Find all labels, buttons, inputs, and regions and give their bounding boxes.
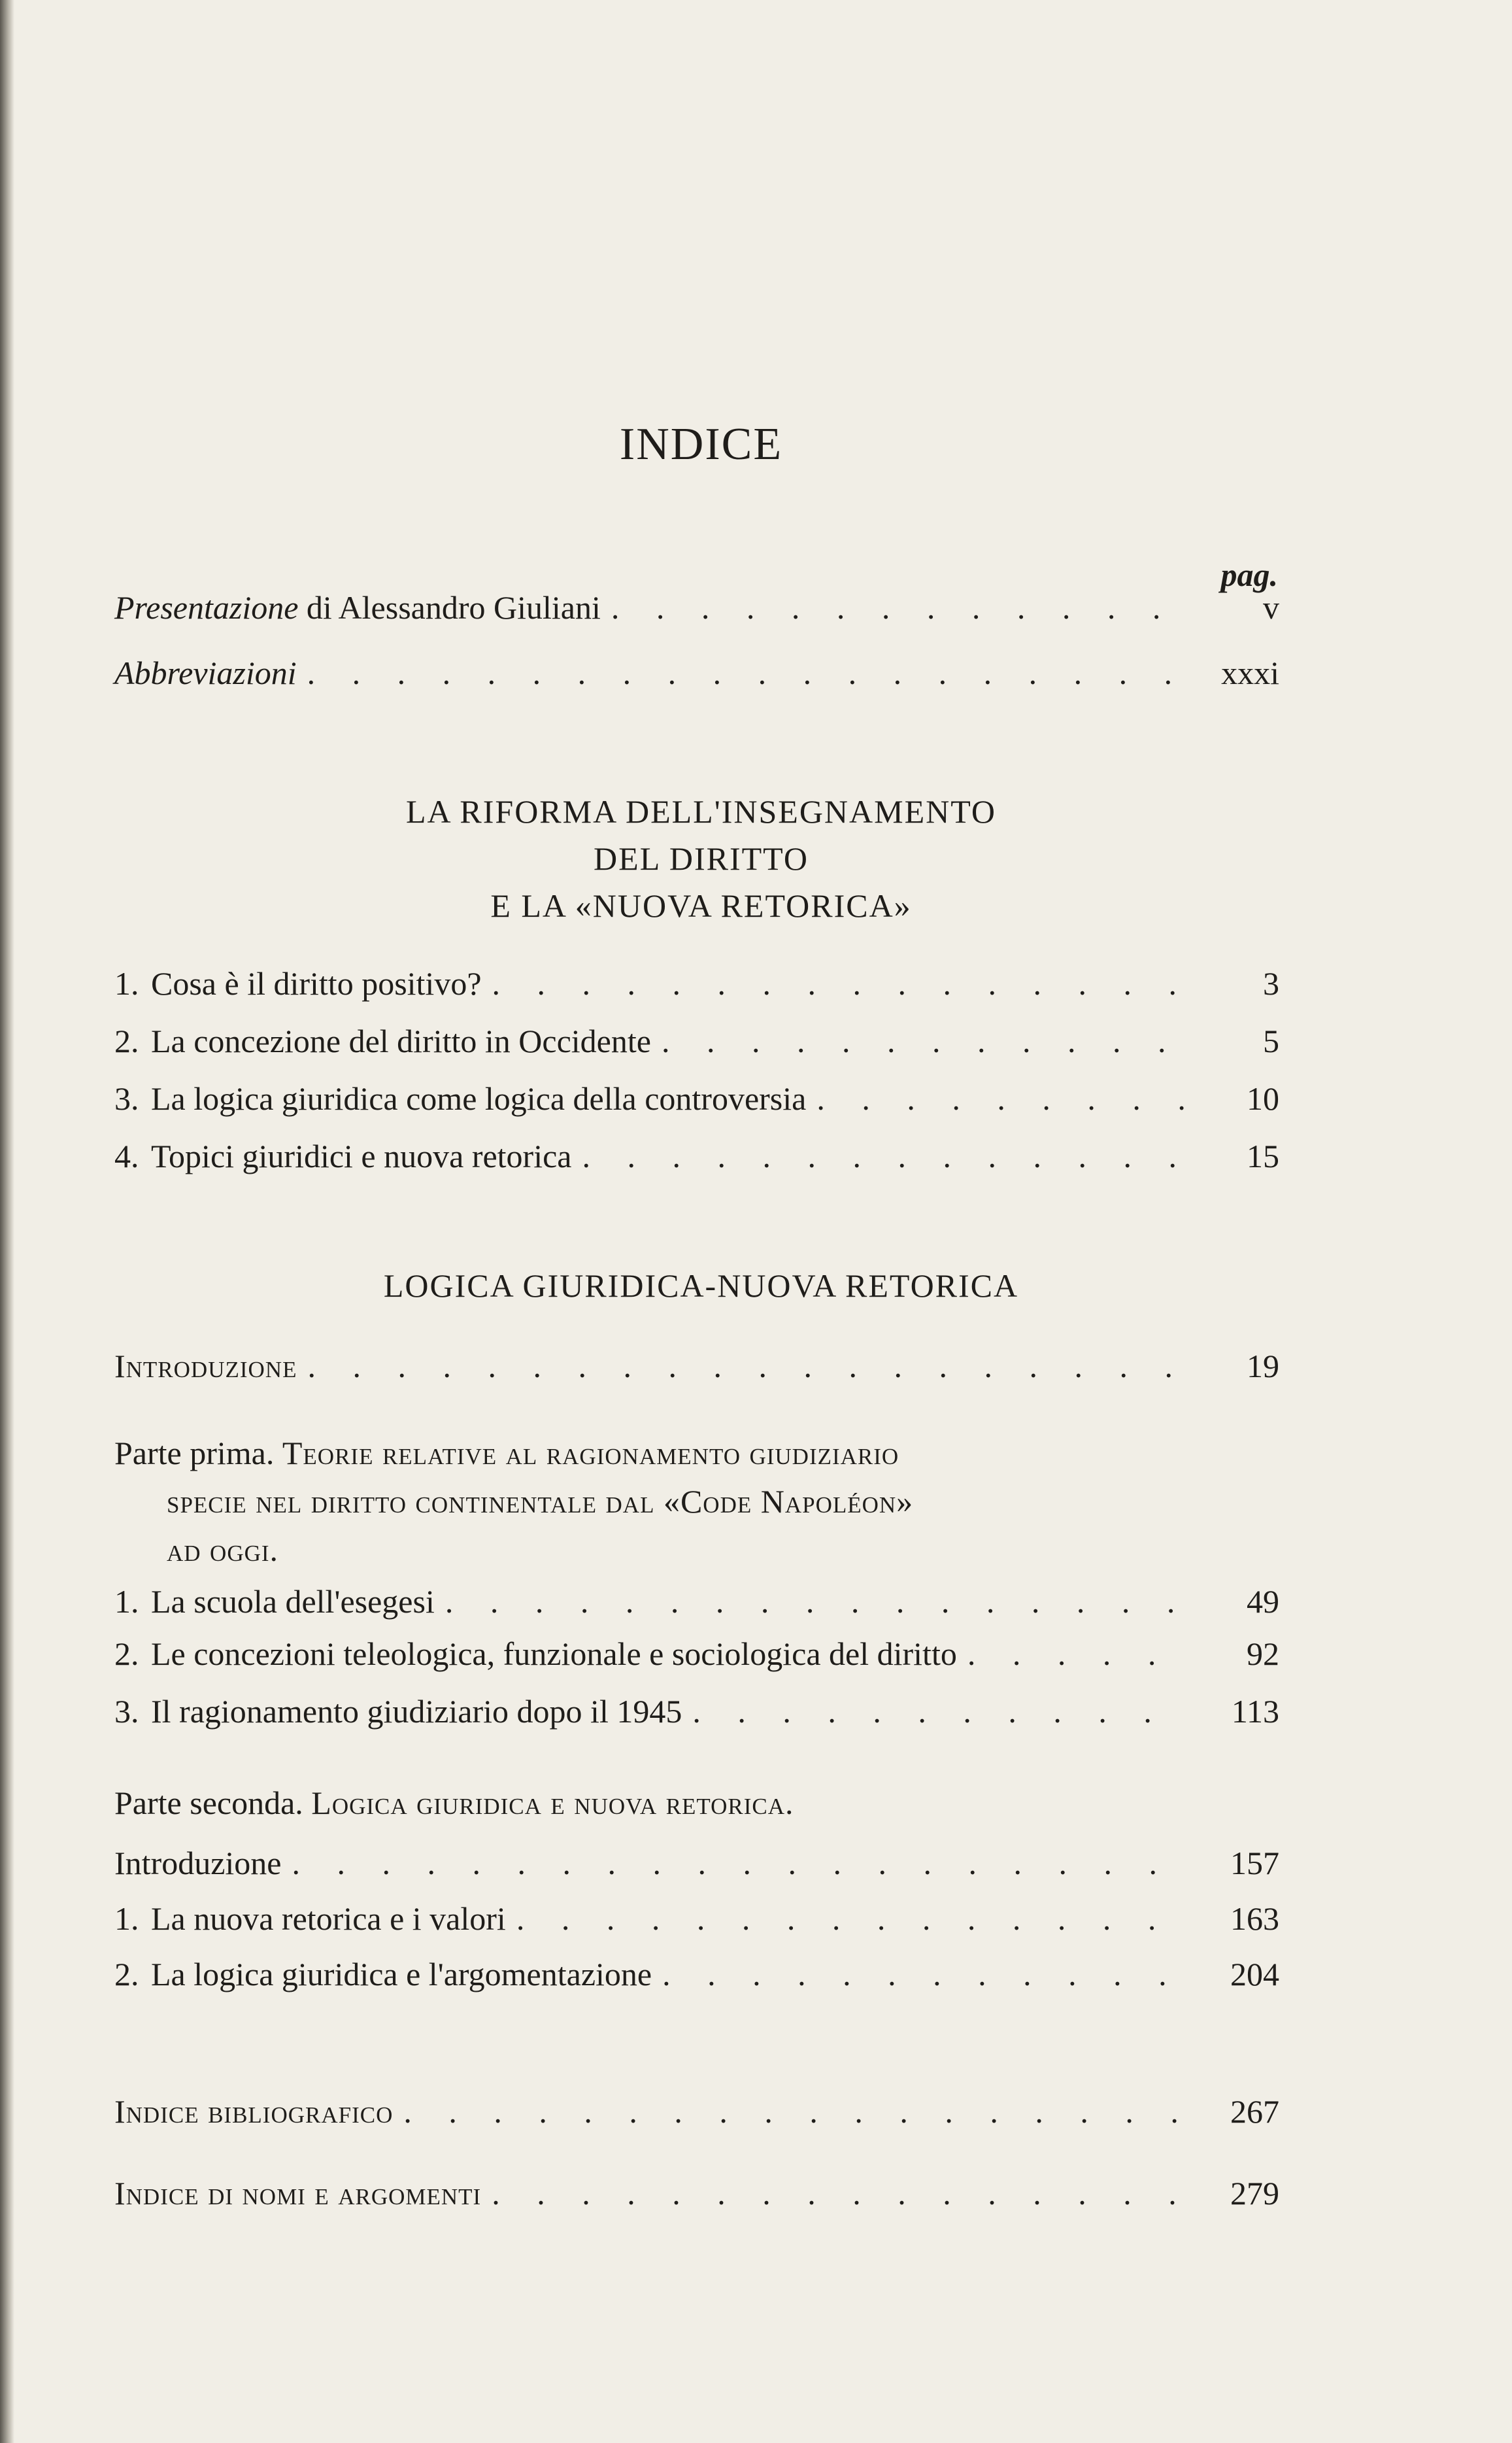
toc-entry[interactable]: 4. Topici giuridici e nuova retorica . . . 15 [114,1137,1279,1189]
dot-leader [307,654,1190,692]
toc-entry[interactable]: 3. La logica giuridica come logica della controversia . . . 10 [114,1080,1279,1132]
toc-entry-indice-nomi[interactable]: Indice di nomi e argomenti . . . 279 [114,2174,1279,2227]
book-spine-shadow [0,0,14,2443]
toc-entry-introduzione-part2[interactable]: Introduzione . . . 157 [114,1844,1279,1896]
page-number: v [1263,589,1279,626]
toc-entry[interactable]: 2. La logica giuridica e l'argomentazione . . . 204 [114,1955,1279,2007]
toc-entry[interactable]: 1. La nuova retorica e i valori . . . 163 [114,1900,1279,1952]
dot-leader [611,589,1190,626]
part-one-heading: Parte prima. Teorie relative al ragionamento giudiziario specie nel diritto continentale dal «Code Napoléon» ad oggi. [114,1435,914,1568]
section-heading-riforma: LA RIFORMA DELL'INSEGNAMENTO DEL DIRITTO E LA «NUOVA RETORICA» [406,793,996,924]
page-title: INDICE [619,419,783,470]
section-heading-logica: LOGICA GIURIDICA-NUOVA RETORICA [383,1267,1019,1304]
toc-entry-indice-bibliografico[interactable]: Indice bibliografico . . . 267 [114,2093,1279,2145]
toc-entry[interactable]: 1. Cosa è il diritto positivo? . . . 3 [114,965,1279,1017]
part-two-heading: Parte seconda. Logica giuridica e nuova retorica. [114,1785,794,1821]
toc-entry[interactable]: 3. Il ragionamento giudiziario dopo il 1945 . . . 113 [114,1692,1279,1745]
toc-entry[interactable]: 1. La scuola dell'esegesi . . . 49 [114,1582,1279,1635]
toc-entry-abbreviazioni[interactable]: Abbreviazioni . . . xxxi [114,654,1279,706]
toc-entry[interactable]: 2. Le concezioni teleologica, funzionale e sociologica del diritto . . . 92 [114,1635,1279,1687]
page-number: xxxi [1221,655,1279,691]
toc-entry[interactable]: 2. La concezione del diritto in Occidente . . . 5 [114,1022,1279,1074]
toc-entry-introduzione[interactable]: Introduzione . . . 19 [114,1347,1279,1399]
page-column-label: pag. [1220,556,1278,593]
toc-entry-presentazione[interactable]: Presentazione di Alessandro Giuliani . . . v [114,589,1279,641]
